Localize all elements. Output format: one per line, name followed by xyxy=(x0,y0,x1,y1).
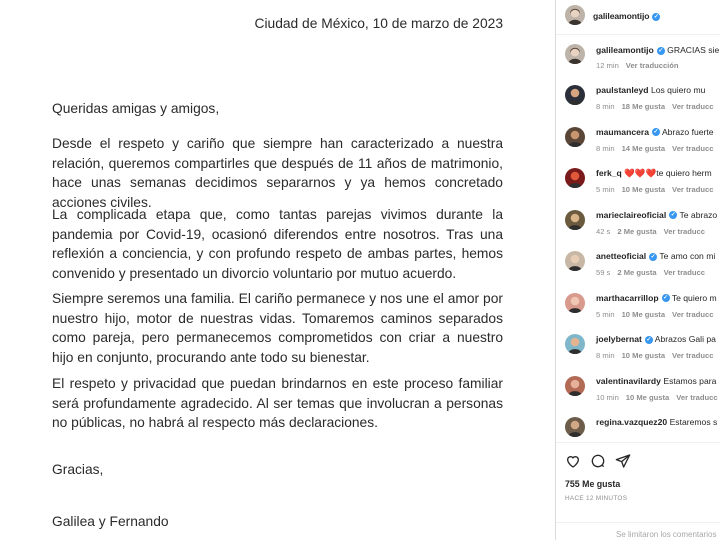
comment-likes[interactable]: 18 Me gusta xyxy=(621,102,666,111)
comment-item xyxy=(556,251,720,291)
commenter-username[interactable]: joelybernat xyxy=(596,334,642,344)
comment-translate-link[interactable]: Ver traducc xyxy=(672,102,714,111)
comment-time: 10 min xyxy=(596,392,619,402)
letter-paragraph: El respeto y privacidad que puedan brindarnos en este proceso familiar será profundamente agradecido. Al ser temas que involucran a personas no públicas, no habrá al respecto más declaraciones. xyxy=(52,376,503,431)
commenter-avatar[interactable] xyxy=(565,417,585,437)
comment-text: Estaremos s xyxy=(669,417,718,427)
letter-closing: Gracias, xyxy=(52,462,104,477)
comment-text: Los quiero mu xyxy=(650,85,706,95)
comment-time: 5 min xyxy=(596,185,615,194)
comment-translate-link[interactable]: Ver traducc xyxy=(663,226,705,236)
commenter-username[interactable]: valentinavilardy xyxy=(596,375,661,386)
letter-greeting: Queridas amigas y amigos, xyxy=(52,101,220,116)
like-heart-icon[interactable] xyxy=(565,453,581,469)
comment-translate-link[interactable]: Ver traducc xyxy=(672,185,714,194)
verified-badge-icon: ✓ xyxy=(663,295,669,302)
comment-text: Te abrazo xyxy=(679,209,718,220)
commenter-username[interactable]: ferk_q xyxy=(596,168,622,178)
commenter-avatar[interactable] xyxy=(565,85,585,105)
verified-badge-icon: ✓ xyxy=(653,129,659,136)
post-actions-bar xyxy=(556,442,720,538)
comment-item xyxy=(556,85,720,125)
comment-likes[interactable]: 14 Me gusta xyxy=(621,143,666,153)
verified-badge-icon: ✓ xyxy=(658,47,664,54)
comment-translate-link[interactable]: Ver traducc xyxy=(672,309,714,319)
verified-badge-icon: ✓ xyxy=(646,336,652,343)
comment-likes[interactable]: 10 Me gusta xyxy=(625,392,670,402)
comment-item xyxy=(556,127,720,167)
commenter-avatar[interactable] xyxy=(565,127,585,147)
commenter-avatar[interactable] xyxy=(565,376,585,396)
commenter-username[interactable]: regina.vazquez20 xyxy=(596,417,668,427)
commenter-username[interactable]: marieclaireoficial xyxy=(596,209,667,220)
commenter-username[interactable]: paulstanleyd xyxy=(596,85,649,95)
comment-text: ❤️❤️❤️te quiero herm xyxy=(624,168,712,178)
comment-likes[interactable]: 10 Me gusta xyxy=(621,309,666,319)
author-avatar[interactable] xyxy=(565,5,585,25)
comment-likes[interactable]: 2 Me gusta xyxy=(617,226,657,236)
caption-username[interactable]: galileamontijo xyxy=(596,45,654,55)
comment-item xyxy=(556,210,720,250)
comment-text: Te quiero m xyxy=(671,292,717,303)
commenter-avatar[interactable] xyxy=(565,210,585,230)
comment-translate-link[interactable]: Ver traducc xyxy=(676,392,718,402)
comment-item xyxy=(556,334,720,374)
comment-text: Abrazo fuerte xyxy=(661,126,714,137)
verified-badge-icon: ✓ xyxy=(650,253,656,260)
caption-time: 12 min xyxy=(596,61,619,70)
commenter-avatar[interactable] xyxy=(565,168,585,188)
letter-signature: Galilea y Fernando xyxy=(52,514,169,529)
comments-limited-notice: Se limitaron los comentarios xyxy=(556,522,720,539)
comment-time: 8 min xyxy=(596,143,615,153)
post-caption xyxy=(556,44,720,84)
comment-item xyxy=(556,376,720,416)
comment-item xyxy=(556,168,720,208)
comment-translate-link[interactable]: Ver traducc xyxy=(663,268,705,277)
comment-likes[interactable]: 10 Me gusta xyxy=(621,185,666,194)
letter-date: Ciudad de México, 10 de marzo de 2023 xyxy=(254,16,503,31)
comment-time: 59 s xyxy=(596,268,611,277)
caption-translate-link[interactable]: Ver traducción xyxy=(625,61,679,70)
comment-likes[interactable]: 2 Me gusta xyxy=(617,268,657,277)
comment-item xyxy=(556,293,720,333)
instagram-comment-panel xyxy=(556,0,720,540)
comment-bubble-icon[interactable] xyxy=(590,453,606,469)
comment-translate-link[interactable]: Ver traducc xyxy=(672,143,714,153)
comment-time: 42 s xyxy=(596,226,611,236)
commenter-username[interactable]: maumancera xyxy=(596,126,650,137)
share-paper-plane-icon[interactable] xyxy=(615,453,631,469)
commenter-avatar[interactable] xyxy=(565,334,585,354)
letter-paragraph: Siempre seremos una familia. El cariño permanece y nos une el amor por nuestro hijo, motor de nuestras vidas. Tomaremos caminos separados como pareja, pero permanecemos comprometidos con criar a nuestro hijo en conjunto, procurando ante todo su bienestar. xyxy=(52,291,503,365)
comment-translate-link[interactable]: Ver traducc xyxy=(672,351,714,360)
comment-text: Te amo con mi xyxy=(659,251,716,261)
post-header xyxy=(556,0,720,35)
verified-badge-icon: ✓ xyxy=(653,13,659,20)
caption-avatar[interactable] xyxy=(565,44,585,64)
verified-badge-icon: ✓ xyxy=(670,212,676,219)
likes-count[interactable]: 755 Me gusta xyxy=(565,479,621,489)
comment-time: 8 min xyxy=(596,102,615,111)
letter-paragraph: La complicada etapa que, como tantas parejas vivimos durante la pandemia por Covid-19, ocasionó diferendos entre nosotros. Tras una reflexión a conciencia, y con profundo respeto de ambas partes, hemos convenido y presentado un divorcio voluntario por mutuo acuerdo. xyxy=(52,207,503,281)
comment-time: 5 min xyxy=(596,309,615,319)
comment-text: Estamos para xyxy=(663,375,717,386)
commenter-avatar[interactable] xyxy=(565,293,585,313)
comment-time: 8 min xyxy=(596,351,615,360)
comment-likes[interactable]: 10 Me gusta xyxy=(621,351,666,360)
letter-paragraph: Desde el respeto y cariño que siempre han caracterizado a nuestra relación, queremos compartirles que después de 11 años de matrimonio, hace unas semanas decidimos separarnos y ya hemos concretado acciones civiles. xyxy=(52,136,503,210)
comment-text: Abrazos Gali pa xyxy=(654,334,716,344)
post-time-ago: HACE 12 MINUTOS xyxy=(565,495,628,502)
commenter-avatar[interactable] xyxy=(565,251,585,271)
commenter-username[interactable]: anetteoficial xyxy=(596,251,647,261)
commenter-username[interactable]: marthacarrillop xyxy=(596,292,659,303)
author-username-text[interactable]: galileamontijo xyxy=(593,11,650,21)
caption-text: GRACIAS sie xyxy=(667,45,720,55)
author-username[interactable] xyxy=(593,11,660,21)
